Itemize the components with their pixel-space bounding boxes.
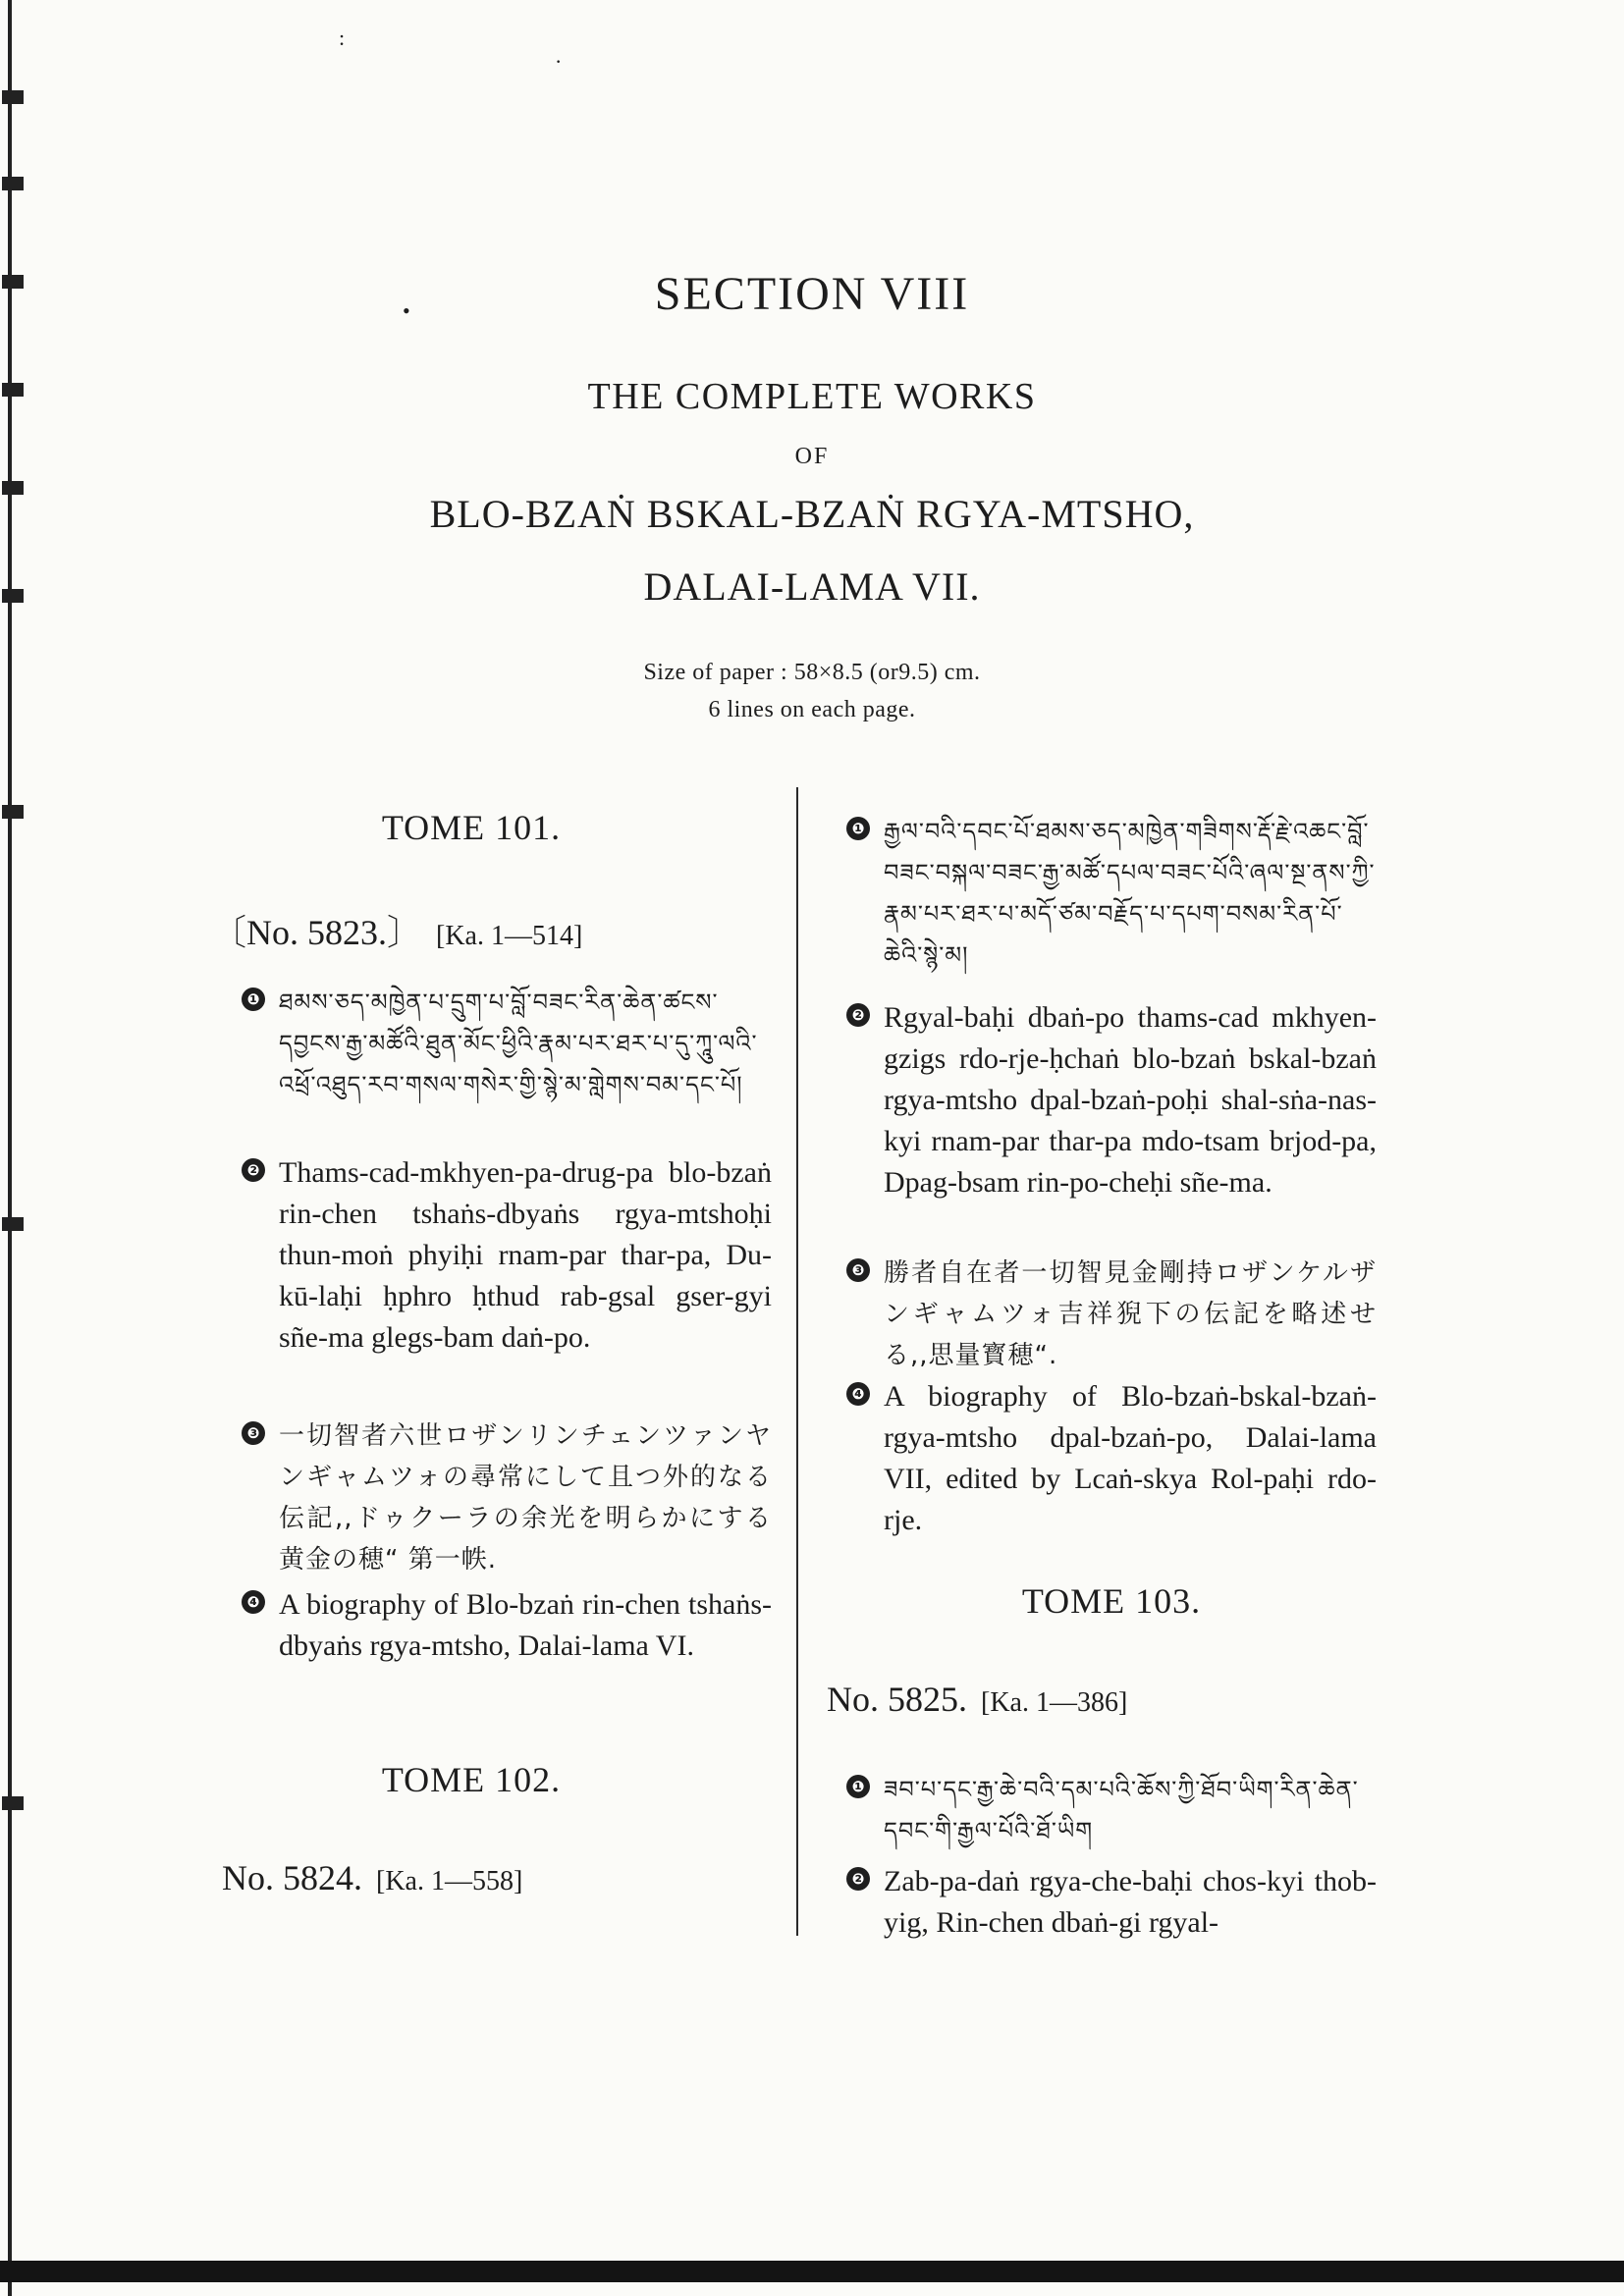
catalog-entry: [846, 1769, 1377, 1851]
marker-4-icon: ❹: [242, 1590, 265, 1614]
paper-size-note: Size of paper : 58×8.5 (or9.5) cm.: [643, 660, 981, 685]
catalog-number: [222, 1857, 522, 1898]
catalog-entry: [242, 1415, 772, 1580]
stray-mark: ·: [555, 49, 563, 74]
catalog-entry: [242, 1584, 772, 1667]
of-line: OF: [794, 444, 830, 469]
binding-mark: [2, 1217, 24, 1231]
lines-per-page-note: 6 lines on each page.: [708, 697, 916, 722]
volume-range: [Ka. 1—386]: [981, 1687, 1128, 1718]
binding-mark: [2, 177, 24, 190]
japanese-title: 勝者自在者一切智見金剛持ロザンケルザンギャムツォ吉祥猊下の伝記を略述せる,,思量寳穂“.: [884, 1258, 1377, 1370]
tome-heading: TOME 102.: [381, 1760, 562, 1799]
catalog-number-label: 〔No. 5823.〕: [211, 913, 422, 952]
marker-3-icon: ❸: [846, 1258, 870, 1282]
works-title: THE COMPLETE WORKS: [587, 376, 1037, 417]
marker-1-icon: ❶: [846, 817, 870, 840]
marker-2-icon: ❷: [846, 1867, 870, 1891]
tome-heading: TOME 101.: [381, 808, 562, 847]
transliteration: Zab-pa-daṅ rgya-che-baḥi chos-kyi thob-yig, Rin-chen dbaṅ-gi rgyal-: [884, 1865, 1377, 1939]
column-divider: [796, 787, 798, 1936]
marker-4-icon: ❹: [846, 1382, 870, 1406]
catalog-entry: [846, 997, 1377, 1203]
transliteration: Rgyal-baḥi dbaṅ-po thams-cad mkhyen-gzigs rdo-rje-ḥchaṅ blo-bzaṅ bskal-bzaṅ rgya-mtsho dpal-bzaṅ-poḥi shal-sṅa-nas-kyi rnam-par thar-pa mdo-tsam brjod-pa, Dpag-bsam rin-po-cheḥi sñe-ma.: [884, 1001, 1377, 1199]
marker-3-icon: ❸: [242, 1421, 265, 1445]
author-title: DALAI-LAMA VII.: [643, 564, 981, 609]
marker-2-icon: ❷: [242, 1158, 265, 1182]
catalog-entry: [242, 982, 772, 1105]
volume-range: [Ka. 1—514]: [436, 921, 583, 951]
catalog-entry: [846, 1376, 1377, 1541]
tibetan-title: ཟབ་པ་དང་རྒྱ་ཆེ་བའི་དམ་པའི་ཆོས་ཀྱི་ཐོབ་ཡིག་རིན་ཆེན་དབང་གི་རྒྱལ་པོའི་ཐོ་ཡིག: [884, 1776, 1359, 1844]
english-description: A biography of Blo-bzaṅ-bskal-bzaṅ-rgya-mtsho dpal-bzaṅ-po, Dalai-lama VII, edited by Lcaṅ-skya Rol-paḥi rdo-rje.: [884, 1380, 1377, 1536]
tome-heading: TOME 103.: [1021, 1581, 1202, 1621]
volume-range: [Ka. 1—558]: [376, 1866, 523, 1896]
marker-1-icon: ❶: [846, 1775, 870, 1798]
japanese-title: 一切智者六世ロザンリンチェンツァンヤンギャムツォの尋常にして且つ外的なる伝記,,ドゥクーラの余光を明らかにする黄金の穂“ 第一帙.: [279, 1421, 772, 1575]
catalog-number-label: No. 5825.: [827, 1680, 967, 1719]
binding-mark: [2, 90, 24, 104]
scan-edge-bar: [0, 2261, 1624, 2282]
tibetan-title: ཐམས་ཅད་མཁྱེན་པ་དྲུག་པ་བློ་བཟང་རིན་ཆེན་ཚངས་དབྱངས་རྒྱ་མཚོའི་ཐུན་མོང་ཕྱིའི་རྣམ་པར་ཐར་པ་དུ་ཀཱུ་ལའི་འཕྲོ་འཐུད་རབ་གསལ་གསེར་གྱི་སྙེ་མ་གླེགས་བམ་དང་པོ།: [279, 988, 758, 1098]
catalog-number: [827, 1679, 1127, 1720]
catalog-number-label: No. 5824.: [222, 1858, 362, 1897]
transliteration: Thams-cad-mkhyen-pa-drug-pa blo-bzaṅ rin-chen tshaṅs-dbyaṅs rgya-mtshoḥi thun-moṅ phyiḥi rnam-par thar-pa, Du-kū-laḥi ḥphro ḥthud rab-gsal gser-gyi sñe-ma glegs-bam daṅ-po.: [279, 1156, 772, 1354]
catalog-number: [211, 905, 582, 955]
catalog-entry: [846, 1253, 1377, 1376]
tibetan-title: རྒྱལ་བའི་དབང་པོ་ཐམས་ཅད་མཁྱེན་གཟིགས་རྡོ་རྗེ་འཆང་བློ་བཟང་བསྐལ་བཟང་རྒྱ་མཚོ་དཔལ་བཟང་པོའི་ཞལ་སྔ་ནས་ཀྱི་རྣམ་པར་ཐར་པ་མདོ་ཙམ་བརྗོད་པ་དཔག་བསམ་རིན་པོ་ཆེའི་སྙེ་མ།: [884, 818, 1376, 969]
stray-mark: •: [403, 298, 410, 323]
binding-mark: [2, 805, 24, 819]
author-name: BLO-BZAṄ BSKAL-BZAṄ RGYA-MTSHO,: [429, 492, 1195, 536]
english-description: A biography of Blo-bzaṅ rin-chen tshaṅs-dbyaṅs rgya-mtsho, Dalai-lama VI.: [279, 1588, 772, 1662]
catalog-entry: [242, 1152, 772, 1359]
binding-edge: [8, 0, 12, 2296]
section-title: SECTION VIII: [654, 268, 970, 320]
catalog-entry: [846, 1861, 1377, 1944]
marker-1-icon: ❶: [242, 988, 265, 1011]
stray-mark: :: [339, 26, 346, 50]
binding-mark: [2, 1796, 24, 1810]
catalog-entry: [846, 811, 1377, 976]
marker-2-icon: ❷: [846, 1003, 870, 1027]
